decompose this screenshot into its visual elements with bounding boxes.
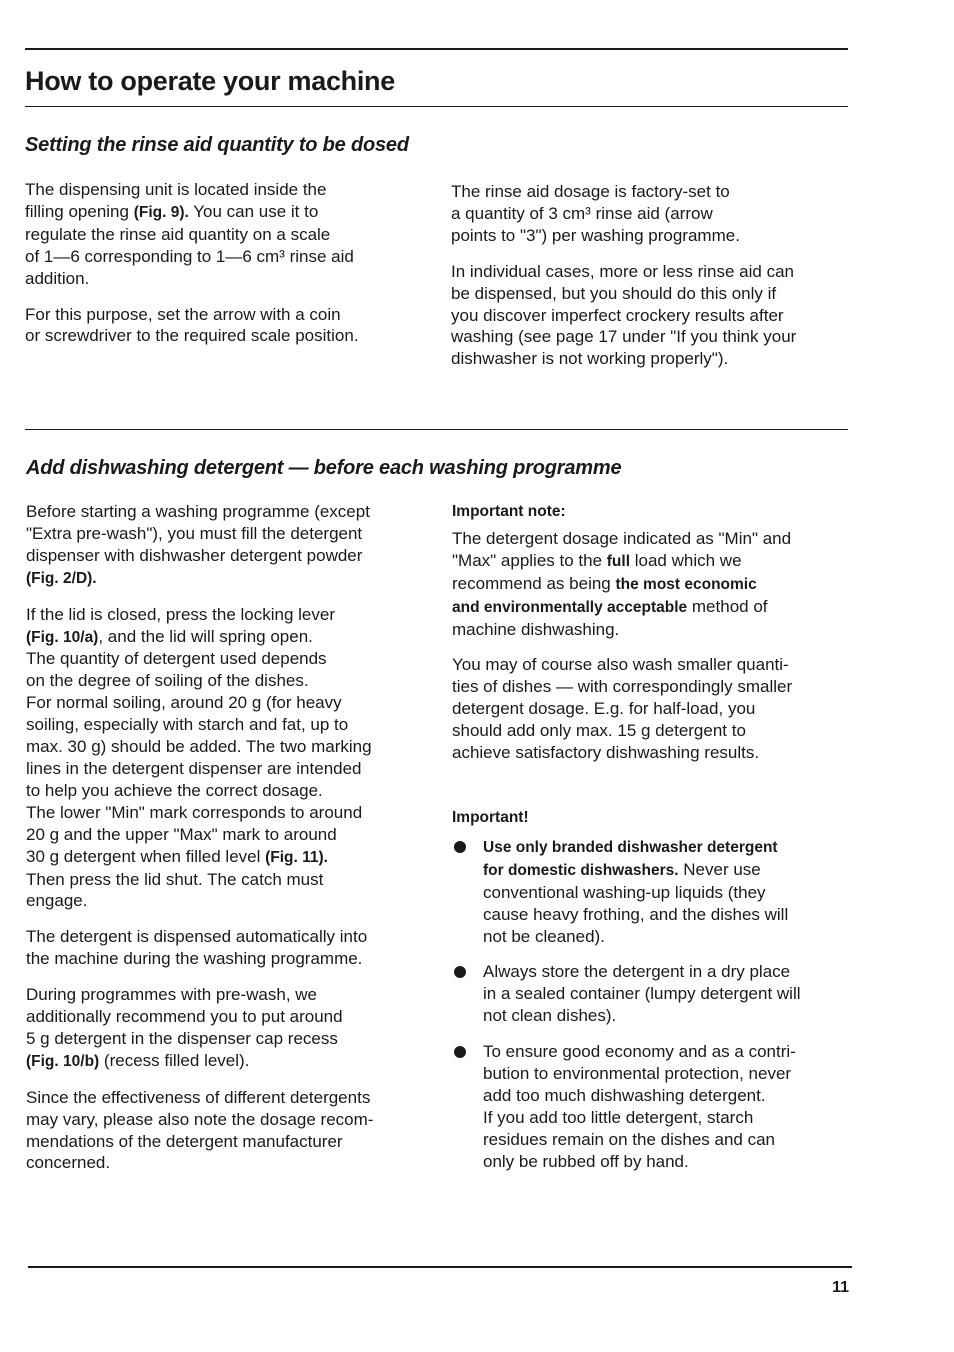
smaller-quantities-paragraph: You may of course also wash smaller quanti- ties of dishes — with correspondingly smaller detergent dosage. E.g. for half-load, you should add only max. 15 g detergent to achieve satisfactory dishwashing results. [452, 655, 793, 763]
text-run: To ensure good economy and as a contri- bution to environmental protection, never add too much dishwashing detergent. If you add too little detergent, starch residues remain on the dishes and can only be rubbed off by hand. [483, 1042, 796, 1171]
text-run: You can use it to regulate the rinse aid quantity on a scale of 1—6 corresponding to 1—6 cm³ rinse aid addition. [25, 201, 354, 288]
section-heading-detergent: Add dishwashing detergent — before each washing programme [26, 457, 622, 479]
footer-rule [28, 1266, 852, 1268]
important-note-paragraph [452, 528, 892, 641]
bullet-item [452, 961, 892, 1027]
text-run: method of machine dishwashing. [452, 596, 768, 639]
section-heading-rinse-aid: Setting the rinse aid quantity to be dosed [25, 134, 409, 156]
page-title: How to operate your machine [25, 66, 395, 96]
rinse-aid-paragraph [25, 179, 435, 290]
bullet-icon [454, 841, 466, 853]
text-run: (recess filled level). [99, 1050, 250, 1070]
text-run: , and the lid will spring open. The quantity of detergent used depends on the degree of soiling of the dishes. For normal soiling, around 20 g (for heavy soiling, especially with starch and fat, up to max. 30 g) should be added. The two marking lines in the detergent dispenser are intended to help you achieve the correct dosage. The lower "Min" mark corresponds to around 20 g and the upper "Max" mark to around 30 g detergent when filled level [26, 626, 372, 866]
text-run: If the lid is closed, press the locking lever [26, 604, 335, 624]
detergent-left-column [26, 501, 446, 1188]
detergent-right-column [452, 501, 892, 1187]
title-underline-rule [25, 106, 848, 107]
rinse-aid-paragraph: For this purpose, set the arrow with a coin or screwdriver to the required scale position. [25, 304, 359, 346]
detergent-paragraph: Since the effectiveness of different detergents may vary, please also note the dosage recom- mendations of the detergent manufacturer concerned. [26, 1087, 374, 1173]
detergent-paragraph: The detergent is dispensed automatically into the machine during the washing programme. [26, 927, 368, 969]
rinse-aid-left-column [25, 179, 435, 361]
figure-reference: (Fig. 11). [265, 848, 328, 866]
text-run: load which we recommend as being [452, 550, 742, 593]
text-run: The dispensing unit is located inside the filling opening [25, 180, 327, 221]
bold-text: Use only branded dishwasher detergent for domestic dishwashers. [483, 838, 778, 879]
text-run: Before starting a washing programme (except "Extra pre-wash"), you must fill the detergent dispenser with dishwasher detergent powder [26, 502, 370, 565]
figure-reference: (Fig. 2/D). [26, 569, 97, 587]
figure-reference: (Fig. 10/a) [26, 628, 99, 646]
bullet-item [452, 836, 892, 948]
top-rule [25, 48, 848, 50]
bullet-icon [454, 1046, 466, 1058]
figure-reference: (Fig. 10/b) [26, 1052, 100, 1070]
text-run: Then press the lid shut. The catch must engage. [26, 869, 324, 911]
detergent-paragraph [26, 501, 446, 590]
text-run: Always store the detergent in a dry place in a sealed container (lumpy detergent will not clean dishes). [483, 962, 801, 1026]
detergent-paragraph [26, 604, 446, 913]
text-run: The detergent dosage indicated as "Min" and "Max" applies to the [452, 528, 792, 570]
section-divider-rule [25, 429, 848, 430]
rinse-aid-paragraph: In individual cases, more or less rinse aid can be dispensed, but you should do this only if you discover imperfect crockery results after washing (see page 17 under "If you think your dishwasher is not working properly"). [451, 261, 797, 369]
detergent-paragraph [26, 984, 446, 1073]
important-heading: Important! [452, 808, 529, 826]
page-number: 11 [832, 1279, 849, 1296]
bold-text: the most economic and environmentally acceptable [452, 575, 757, 616]
text-run: Never use conventional washing-up liquids (they cause heavy frothing, and the dishes will not be cleaned). [483, 859, 789, 946]
text-run: During programmes with pre-wash, we additionally recommend you to put around 5 g detergent in the dispenser cap recess [26, 985, 343, 1048]
bold-text: full [606, 552, 631, 570]
important-bullet-list [452, 836, 892, 1173]
important-note-heading: Important note: [452, 503, 566, 520]
bullet-icon [454, 966, 466, 978]
rinse-aid-right-column [451, 181, 871, 384]
figure-reference: (Fig. 9). [133, 203, 189, 221]
bullet-item [452, 1041, 892, 1172]
rinse-aid-paragraph: The rinse aid dosage is factory-set to a quantity of 3 cm³ rinse aid (arrow points to "3") per washing programme. [451, 182, 740, 245]
